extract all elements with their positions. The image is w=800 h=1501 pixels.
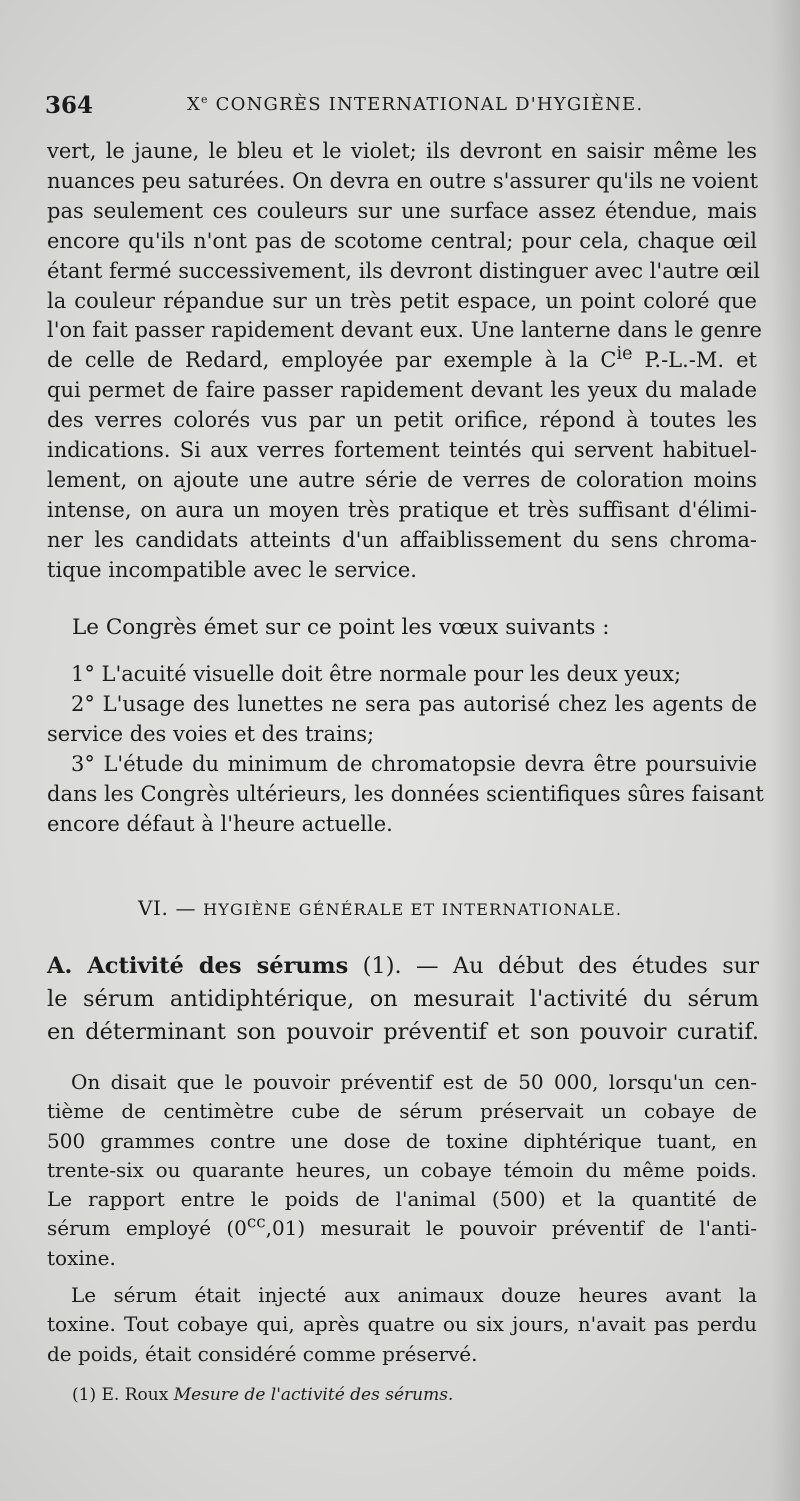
text-line: trente-six ou quarante heures, un cobaye témoin du même poids.	[47, 1157, 757, 1182]
section-a-title: A. Activité des sérums	[47, 953, 349, 979]
text-line: tième de centimètre cube de sérum préservait un cobaye de	[47, 1099, 757, 1124]
text-line: pas seulement ces couleurs sur une surface assez étendue, mais	[47, 198, 757, 223]
text-line: toxine. Tout cobaye qui, après quatre ou six jours, n'avait pas perdu	[47, 1312, 757, 1337]
text-line: qui permet de faire passer rapidement devant les yeux du malade	[47, 378, 757, 403]
text-line: nuances peu saturées. On devra en outre s'assurer qu'ils ne voient	[47, 168, 759, 193]
text-line: la couleur répandue sur un très petit espace, un point coloré que	[47, 288, 757, 313]
text-line: A. Activité des sérums (1). — Au début des études sur	[47, 953, 759, 979]
text-line: toxine.	[47, 1245, 116, 1270]
running-title: Xe CONGRÈS INTERNATIONAL D'HYGIÈNE.	[187, 93, 644, 115]
text-line: tique incompatible avec le service.	[47, 557, 417, 582]
text-line: de poids, était considéré comme préservé.	[47, 1341, 478, 1366]
wish-item-3-cont: dans les Congrès ultérieurs, les données scientifiques sûres faisant	[47, 781, 764, 806]
wish-item-2-cont: service des voies et des trains;	[47, 721, 375, 746]
text-line: On disait que le pouvoir préventif est de 50 000, lorsqu'un cen-	[71, 1070, 757, 1094]
text-line: des verres colorés vus par un petit orifice, répond à toutes les	[47, 408, 757, 433]
text-line: Le rapport entre le poids de l'animal (500) et la quantité de	[47, 1187, 757, 1212]
footnote-ref: (1).	[348, 953, 402, 979]
text-line: Le sérum était injecté aux animaux douze heures avant la	[71, 1283, 757, 1308]
text-line: l'on fait passer rapidement devant eux. Une lanterne dans le genre	[47, 318, 762, 343]
text-line: étant fermé successivement, ils devront distinguer avec l'autre œil	[47, 258, 760, 283]
text-line: de celle de Redard, employée par exemple à la $C^{ie}$ P.-L.-M. et	[47, 344, 757, 373]
wish-item-3: 3° L'étude du minimum de chromatopsie devra être poursuivie	[71, 751, 757, 776]
footnote-title: Mesure de l'activité des sérums.	[173, 1385, 454, 1405]
text-line: vert, le jaune, le bleu et le violet; ils devront en saisir même les	[47, 139, 757, 163]
paragraph-color-vision	[47, 137, 762, 586]
page-header	[45, 92, 755, 126]
section-title: HYGIÈNE GÉNÉRALE ET INTERNATIONALE.	[203, 900, 623, 919]
wish-item-3-cont: encore défaut à l'heure actuelle.	[47, 811, 393, 836]
text-line: le sérum antidiphtérique, on mesurait l'activité du sérum	[47, 986, 759, 1012]
text-line: lement, on ajoute une autre série de verres de coloration moins	[47, 467, 757, 492]
text-line: intense, on aura un moyen très pratique et très suffisant d'élimi-	[47, 497, 757, 522]
measure-paragraphs	[47, 1068, 757, 1369]
section-heading: VI. — HYGIÈNE GÉNÉRALE ET INTERNATIONALE.	[138, 896, 623, 920]
wish-item-1: 1° L'acuité visuelle doit être normale pour les deux yeux;	[71, 662, 682, 686]
congress-wishes-intro: Le Congrès émet sur ce point les vœux suivants :	[72, 615, 610, 640]
text-line: encore qu'ils n'ont pas de scotome central; pour cela, chaque œil	[47, 228, 757, 253]
congress-wishes-list	[47, 660, 764, 839]
page-number: 364	[45, 92, 94, 119]
section-a-paragraph	[47, 950, 759, 1049]
footnote	[72, 1385, 453, 1405]
text-line: ner les candidats atteints d'un affaiblissement du sens chroma-	[47, 527, 757, 552]
footnote-author: E. Roux	[101, 1385, 169, 1405]
text-line: en déterminant son pouvoir préventif et son pouvoir curatif.	[47, 1019, 759, 1045]
wish-item-2: 2° L'usage des lunettes ne sera pas autorisé chez les agents de	[71, 691, 757, 716]
text-line: indications. Si aux verres fortement teintés qui servent habituel-	[47, 438, 757, 463]
footnote-marker: (1)	[72, 1385, 97, 1405]
text-line: sérum employé $(0^{cc},01)$ mesurait le pouvoir préventif de l'anti-	[47, 1212, 757, 1241]
text-line: 500 grammes contre une dose de toxine diphtérique tuant, en	[47, 1128, 757, 1153]
